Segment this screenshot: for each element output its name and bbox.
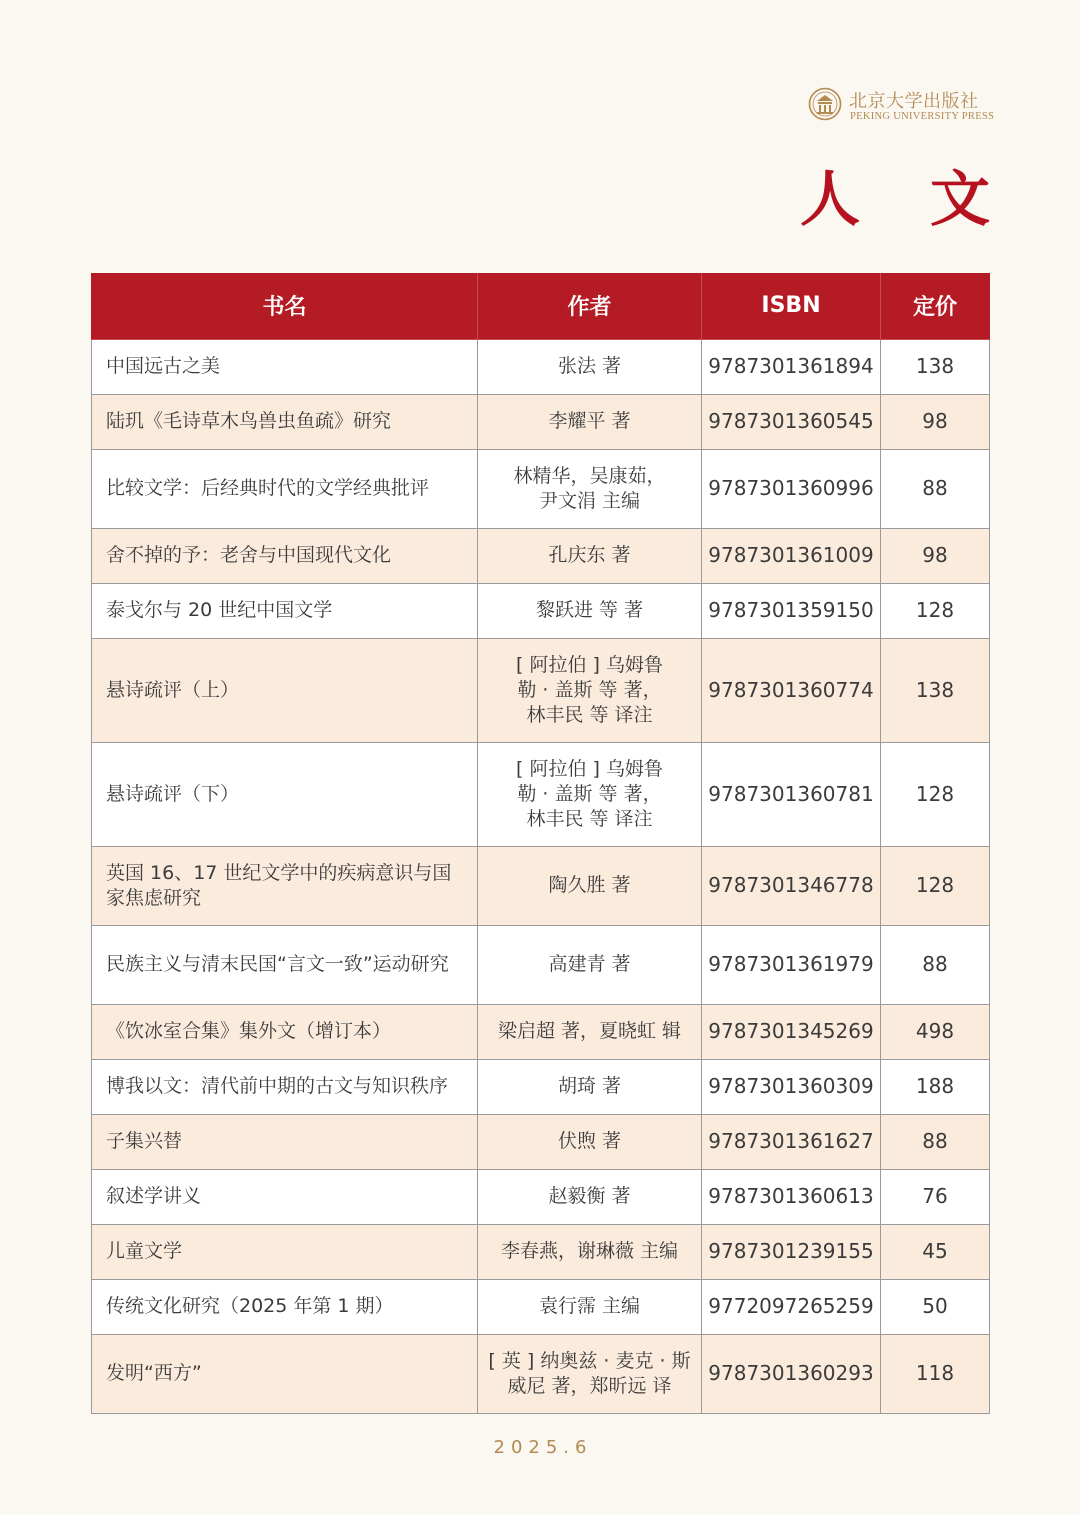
book-author: 高建青 著 (478, 925, 702, 1004)
table-row (92, 1059, 990, 1114)
book-price: 188 (881, 1059, 990, 1114)
table-row (92, 583, 990, 638)
book-author: 林精华，吴康茹， 尹文涓 主编 (478, 449, 702, 528)
table-row (92, 925, 990, 1004)
book-price: 128 (881, 846, 990, 925)
book-isbn: 9787301360781 (702, 742, 881, 846)
book-isbn: 9787301239155 (702, 1224, 881, 1279)
book-author: 伏煦 著 (478, 1114, 702, 1169)
book-price: 88 (881, 1114, 990, 1169)
book-isbn: 9787301360309 (702, 1059, 881, 1114)
publisher-name-cn: 北京大学出版社 (849, 91, 979, 112)
book-isbn: 9787301346778 (702, 846, 881, 925)
column-header-author: 作者 (478, 273, 702, 339)
table-row (92, 846, 990, 925)
book-title: 悬诗疏评（上） (92, 638, 478, 742)
book-title: 英国 16、17 世纪文学中的疾病意识与国家焦虑研究 (92, 846, 478, 925)
column-header-price: 定价 (881, 273, 990, 339)
table-row (92, 1169, 990, 1224)
book-isbn: 9787301360774 (702, 638, 881, 742)
book-title: 子集兴替 (92, 1114, 478, 1169)
table-row (92, 1114, 990, 1169)
page-title (800, 150, 990, 240)
book-price: 98 (881, 528, 990, 583)
book-isbn: 9787301361894 (702, 339, 881, 394)
table-row (92, 638, 990, 742)
book-title: 比较文学：后经典时代的文学经典批评 (92, 449, 478, 528)
table-row (92, 1334, 990, 1413)
book-price: 88 (881, 925, 990, 1004)
book-author: 张法 著 (478, 339, 702, 394)
book-price: 128 (881, 583, 990, 638)
table-row (92, 528, 990, 583)
publisher-logo (808, 86, 998, 126)
book-isbn: 9787301360996 (702, 449, 881, 528)
book-title: 悬诗疏评（下） (92, 742, 478, 846)
book-price: 138 (881, 339, 990, 394)
book-title: 舍不掉的予：老舍与中国现代文化 (92, 528, 478, 583)
table-row (92, 742, 990, 846)
book-price: 118 (881, 1334, 990, 1413)
publisher-name-en: PEKING UNIVERSITY PRESS (850, 111, 995, 122)
book-price: 50 (881, 1279, 990, 1334)
book-price: 498 (881, 1004, 990, 1059)
book-title: 民族主义与清末民国“言文一致”运动研究 (92, 925, 478, 1004)
book-table (91, 273, 990, 1414)
book-isbn: 9787301345269 (702, 1004, 881, 1059)
book-title: 中国远古之美 (92, 339, 478, 394)
table-row (92, 1004, 990, 1059)
book-isbn: 9787301360293 (702, 1334, 881, 1413)
book-author: [ 阿拉伯 ] 乌姆鲁 勒 · 盖斯 等 著， 林丰民 等 译注 (478, 638, 702, 742)
publication-date: 2025.6 (493, 1437, 593, 1458)
table-row (92, 1224, 990, 1279)
book-title: 泰戈尔与 20 世纪中国文学 (92, 583, 478, 638)
book-title: 叙述学讲义 (92, 1169, 478, 1224)
book-title: 陆玑《毛诗草木鸟兽虫鱼疏》研究 (92, 394, 478, 449)
column-header-isbn: ISBN (702, 273, 881, 339)
book-author: 袁行霈 主编 (478, 1279, 702, 1334)
book-price: 138 (881, 638, 990, 742)
table-row (92, 1279, 990, 1334)
book-title: 《饮冰室合集》集外文（增订本） (92, 1004, 478, 1059)
book-price: 45 (881, 1224, 990, 1279)
book-author: 陶久胜 著 (478, 846, 702, 925)
book-author: 李耀平 著 (478, 394, 702, 449)
book-title: 传统文化研究（2025 年第 1 期） (92, 1279, 478, 1334)
book-price: 88 (881, 449, 990, 528)
book-author: 梁启超 著，夏晓虹 辑 (478, 1004, 702, 1059)
university-emblem-icon (808, 87, 842, 121)
book-author: 赵毅衡 著 (478, 1169, 702, 1224)
book-author: 胡琦 著 (478, 1059, 702, 1114)
book-title: 发明“西方” (92, 1334, 478, 1413)
column-header-title: 书名 (92, 273, 478, 339)
book-author: 孔庆东 著 (478, 528, 702, 583)
book-price: 128 (881, 742, 990, 846)
book-author: 李春燕，谢琳薇 主编 (478, 1224, 702, 1279)
book-isbn: 9787301361009 (702, 528, 881, 583)
book-isbn: 9787301361979 (702, 925, 881, 1004)
table-row (92, 394, 990, 449)
page-title-char: 文 (930, 165, 990, 235)
book-author: 黎跃进 等 著 (478, 583, 702, 638)
book-author: [ 阿拉伯 ] 乌姆鲁 勒 · 盖斯 等 著， 林丰民 等 译注 (478, 742, 702, 846)
book-isbn: 9772097265259 (702, 1279, 881, 1334)
book-price: 76 (881, 1169, 990, 1224)
book-price: 98 (881, 394, 990, 449)
book-title: 博我以文：清代前中期的古文与知识秩序 (92, 1059, 478, 1114)
book-isbn: 9787301361627 (702, 1114, 881, 1169)
book-title: 儿童文学 (92, 1224, 478, 1279)
table-header-row (92, 273, 990, 339)
table-row (92, 339, 990, 394)
book-isbn: 9787301360613 (702, 1169, 881, 1224)
book-isbn: 9787301359150 (702, 583, 881, 638)
table-body (92, 339, 990, 1413)
page-title-char: 人 (800, 165, 860, 235)
table-row (92, 449, 990, 528)
book-author: [ 英 ] 纳奥兹 · 麦克 · 斯 威尼 著，郑昕远 译 (478, 1334, 702, 1413)
book-isbn: 9787301360545 (702, 394, 881, 449)
